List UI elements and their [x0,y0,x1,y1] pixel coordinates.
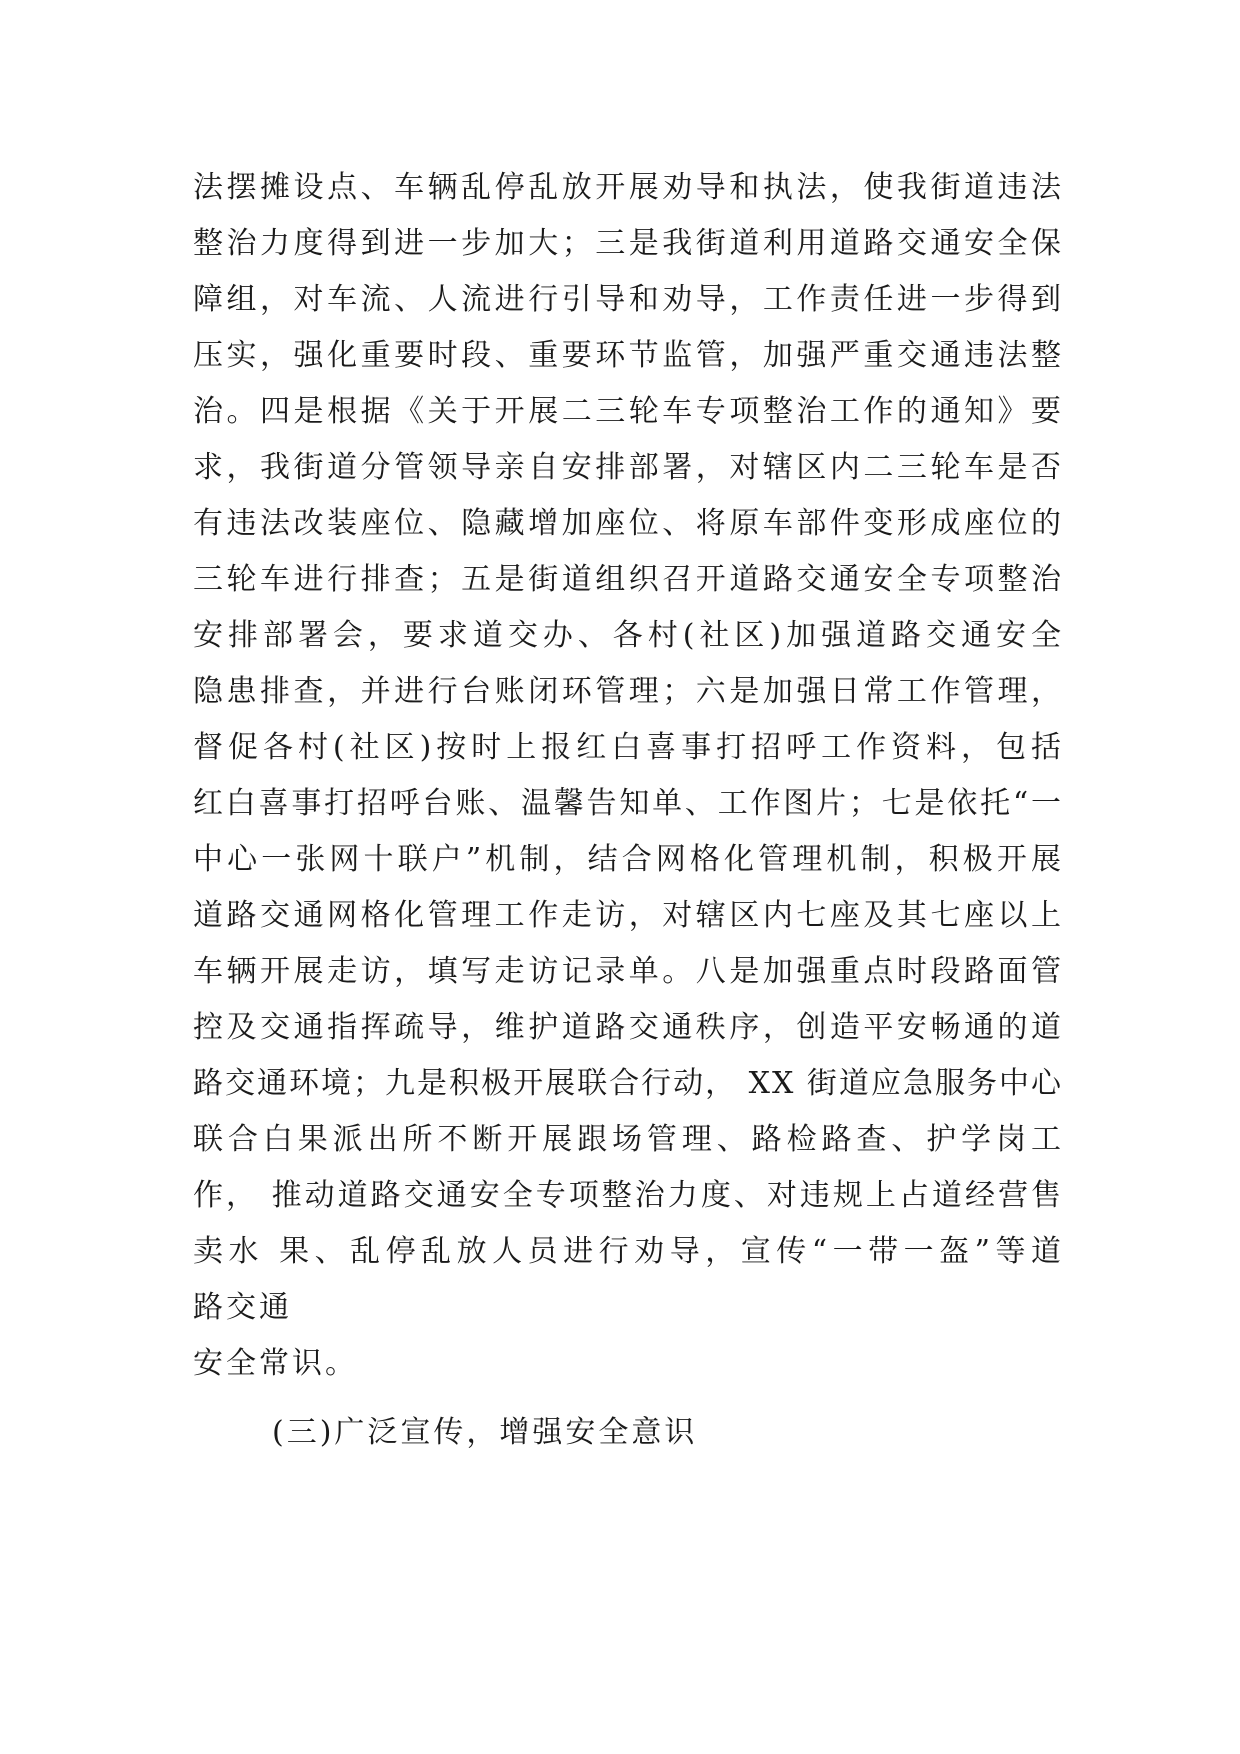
text-line: 作， 推动道路交通安全专项整治力度、对违规上占道经营售 [193,1178,1063,1213]
text-line: 督促各村(社区)按时上报红白喜事打招呼工作资料，包括 [193,730,1063,765]
text-line: 有违法改装座位、隐藏增加座位、将原车部件变形成座位的 [193,506,1063,541]
text-line: 障组，对车流、人流进行引导和劝导，工作责任进一步得到 [193,282,1063,317]
text-line: 卖水 果、乱停乱放人员进行劝导，宣传“一带一盔”等道 [193,1234,1063,1269]
text-line: 联合白果派出所不断开展跟场管理、路检路查、护学岗工 [193,1122,1063,1157]
text-line: 安全常识。 [193,1346,358,1381]
text-line: 安排部署会，要求道交办、各村(社区)加强道路交通安全 [193,618,1063,653]
text-line: 红白喜事打招呼台账、温馨告知单、工作图片；七是依托“一 [193,786,1063,821]
body-paragraph [193,160,1063,1392]
text-line: 三轮车进行排查；五是街道组织召开道路交通安全专项整治 [193,562,1063,597]
text-line: 中心一张网十联户”机制，结合网格化管理机制，积极开展 [193,842,1063,877]
text-line: 压实，强化重要时段、重要环节监管，加强严重交通违法整 [193,338,1063,373]
text-line: 求，我街道分管领导亲自安排部署，对辖区内二三轮车是否 [193,450,1063,485]
text-line: 整治力度得到进一步加大；三是我街道利用道路交通安全保 [193,226,1063,261]
text-line: 路交通 [193,1290,292,1325]
text-line: 法摆摊设点、车辆乱停乱放开展劝导和执法，使我街道违法 [193,170,1063,205]
text-line: 控及交通指挥疏导，维护道路交通秩序，创造平安畅通的道 [193,1010,1063,1045]
text-line: 治。四是根据《关于开展二三轮车专项整治工作的通知》要 [193,394,1063,429]
text-line: 路交通环境；九是积极开展联合行动， XX 街道应急服务中心 [193,1066,1063,1101]
text-line: 车辆开展走访，填写走访记录单。八是加强重点时段路面管 [193,954,1063,989]
section-heading: (三)广泛宣传，增强安全意识 [272,1415,698,1450]
text-line: 道路交通网格化管理工作走访，对辖区内七座及其七座以上 [193,898,1063,933]
text-line: 隐患排查，并进行台账闭环管理；六是加强日常工作管理， [193,674,1063,709]
